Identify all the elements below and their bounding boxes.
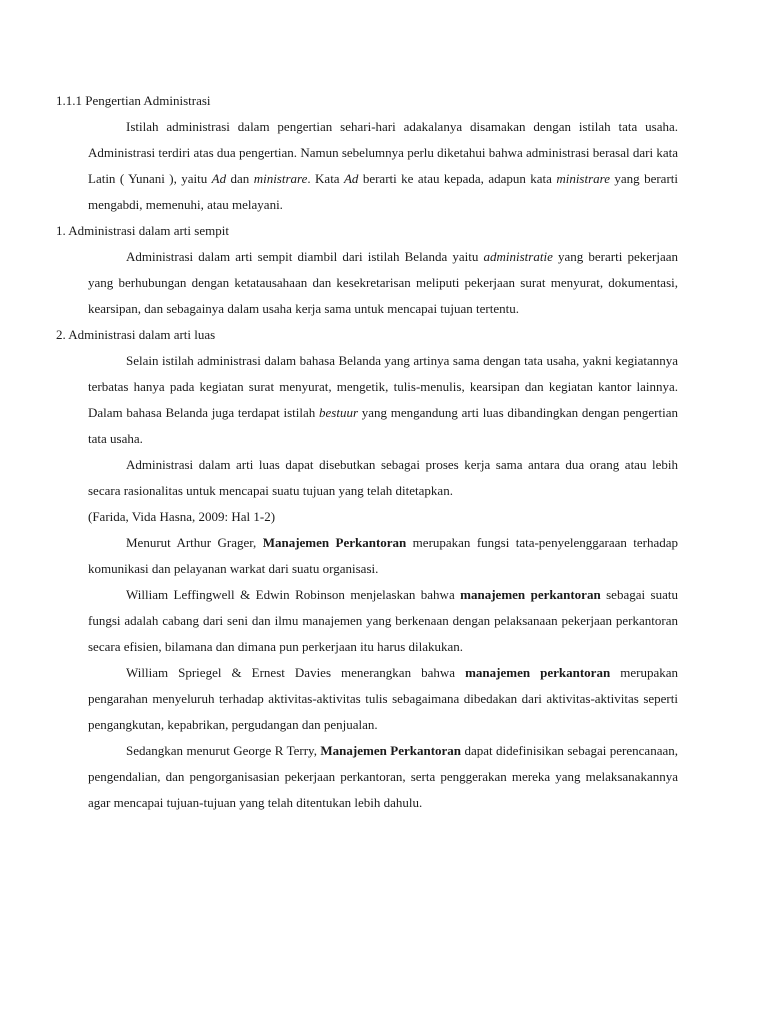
text-run: dan [226, 171, 254, 186]
bold-term: Manajemen Perkantoran [320, 743, 462, 758]
text-run: merupakan fungsi tata-penyelenggaraan terhadap komunikasi dan pelayanan warkat dari suatu organisasi. [88, 535, 679, 576]
paragraph-leffingwell [88, 582, 678, 660]
bold-term: manajemen perkantoran [460, 587, 601, 602]
paragraph-arti-luas-2: Administrasi dalam arti luas dapat disebutkan sebagai proses kerja sama antara dua orang atau lebih secara rasionalitas untuk mencapai suatu tujuan yang telah ditetapkan. [88, 457, 678, 498]
text-run: dapat didefinisikan sebagai perencanaan, pengendalian, dan pengorganisasian pekerjaan perkantoran, serta penggerakan mereka yang melaksanakannya agar mencapai tujuan-tujuan yang telah ditentukan lebih dahulu. [88, 743, 678, 810]
text-run: Selain istilah administrasi dalam bahasa Belanda yang artinya sama dengan tata usaha, yakni kegiatannya terbatas hanya pada kegiatan surat menyurat, mengetik, tulis-menulis, kearsipan dan kegiatan kantor lainnya. Dalam bahasa Belanda juga terdapat istilah [88, 353, 678, 420]
text-run: yang mengandung arti luas dibandingkan dengan pengertian tata usaha. [88, 405, 678, 446]
text-run: Menurut Arthur Grager, [126, 535, 263, 550]
text-run: berarti ke atau kepada, adapun kata [358, 171, 557, 186]
paragraph-definition [88, 114, 678, 218]
bold-term: Manajemen Perkantoran [262, 535, 407, 550]
text-run: William Spriegel & Ernest Davies menerangkan bahwa [126, 665, 466, 680]
paragraph-spriegel [88, 660, 678, 738]
text-run: . Kata [307, 171, 344, 186]
citation: (Farida, Vida Hasna, 2009: Hal 1-2) [88, 509, 276, 524]
text-run: yang berarti pekerjaan yang berhubungan dengan ketatausahaan dan kesekretarisan meliputi pekerjaan surat menyurat, dokumentasi, kearsipan, dan sebagainya dalam usaha kerja sama untuk mencapai tujuan tertentu. [88, 249, 678, 316]
section-heading-arti-sempit: 1. Administrasi dalam arti sempit [56, 223, 229, 238]
section-heading-arti-luas: 2. Administrasi dalam arti luas [56, 327, 216, 342]
text-run: Sedangkan menurut George R Terry, [126, 743, 321, 758]
bold-term: manajemen perkantoran [465, 665, 611, 680]
italic-term: ministrare [253, 171, 308, 186]
paragraph-grager [88, 530, 678, 582]
paragraph-terry [88, 738, 678, 816]
text-run: yang berarti mengabdi, memenuhi, atau melayani. [88, 171, 678, 212]
text-run: merupakan pengarahan menyeluruh terhadap aktivitas-aktivitas tulis sebagaimana dibedakan dari aktivitas-aktivitas seperti pengangkutan, kepabrikan, pergudangan dan penjualan. [88, 665, 678, 732]
section-heading-pengertian-administrasi: 1.1.1 Pengertian Administrasi [56, 93, 211, 108]
italic-term: administratie [483, 249, 553, 264]
paragraph-arti-sempit [88, 244, 678, 322]
text-run: William Leffingwell & Edwin Robinson menjelaskan bahwa [126, 587, 461, 602]
document-page [0, 88, 768, 816]
text-run: sebagai suatu fungsi adalah cabang dari seni dan ilmu manajemen yang berkenaan dengan pelaksanaan pekerjaan perkantoran secara efisien, bilamana dan dimana pun perkerjaan itu harus dilakukan. [88, 587, 678, 654]
text-run: Istilah administrasi dalam pengertian sehari-hari adakalanya disamakan dengan istilah tata usaha. Administrasi terdiri atas dua pengertian. Namun sebelumnya perlu diketahui bahwa administrasi berasal dari kata Latin ( Yunani ), yaitu [88, 119, 678, 186]
italic-term: Ad [211, 171, 227, 186]
italic-term: Ad [343, 171, 359, 186]
italic-term: ministrare [556, 171, 611, 186]
text-run: Administrasi dalam arti sempit diambil dari istilah Belanda yaitu [126, 249, 484, 264]
paragraph-arti-luas-1 [88, 348, 678, 452]
italic-term: bestuur [319, 405, 359, 420]
